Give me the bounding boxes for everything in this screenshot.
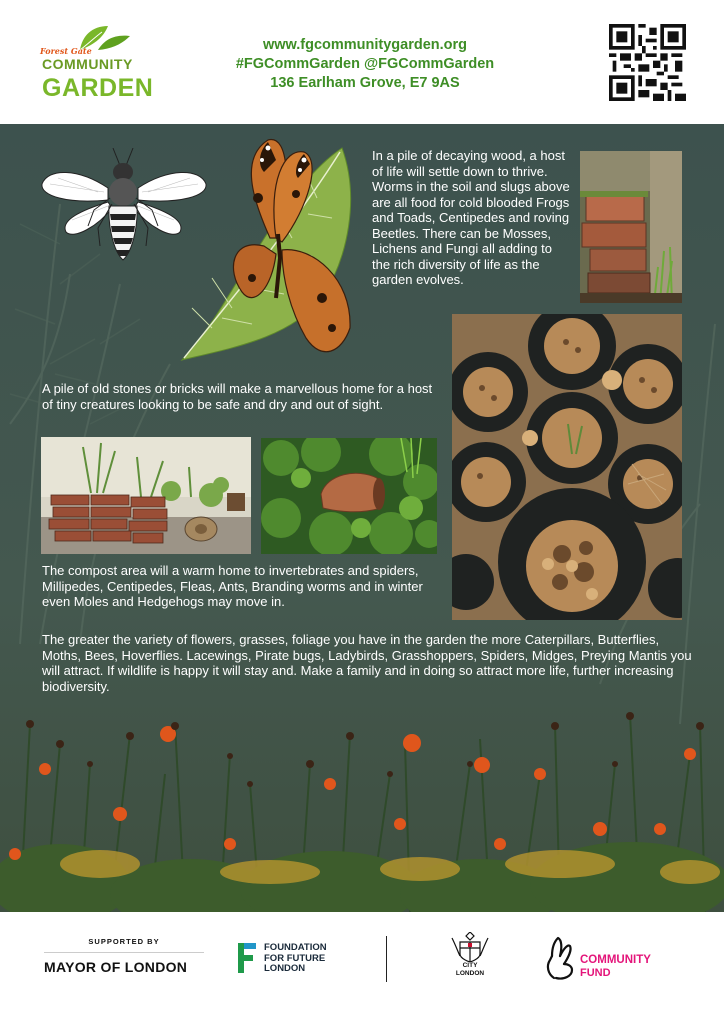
website-link[interactable]: www.fgcommunitygarden.org (262, 37, 468, 53)
logo-small-text: Forest Gate (40, 46, 92, 56)
community-fund-logo (540, 936, 690, 980)
fund-label: FUND (580, 967, 611, 979)
foundation-mark-icon (238, 943, 258, 973)
city-of-london-logo (446, 932, 494, 990)
footer-divider (386, 936, 387, 982)
fg-community-garden-logo (40, 22, 154, 104)
contact-block (190, 36, 540, 93)
city-crest-icon (446, 932, 494, 962)
foundation-line-3: LONDON (264, 963, 306, 974)
city-line-1: CITY (462, 962, 478, 969)
wood-pile-paragraph: In a pile of decaying wood, a host of life will settle down to thrive. Worms in the soil and slugs above are all food for cold blooded Frogs and Toads, Centipedes and roving Beetles. There can be Mosses, Lichens and Fungi all adding to the rich diversity of life as the garden evolves. (372, 148, 570, 287)
logo-line-1: COMMUNITY (42, 56, 133, 72)
brick-pile-photo (41, 437, 251, 554)
supported-by-label: SUPPORTED BY (44, 937, 204, 953)
biodiversity-paragraph: The greater the variety of flowers, grasses, foliage you have in the garden the more Caterpillars, Butterflies, Moths, Bees, Hoverflies. Lacewings, Pirate bugs, Ladybirds, Grasshoppers, Spiders, Midges, Preying Mantis you will attract. If wildlife is happy it will stay and. Make a family and in doing so attract more life, further increasing biodiversity. (42, 632, 692, 694)
foundation-line-2: FOR FUTURE (264, 952, 326, 964)
community-label: COMMUNITY (580, 954, 651, 966)
social-handles: #FGCommGarden @FGCommGarden (235, 56, 495, 72)
bug-hotel-photo (580, 151, 682, 303)
compost-paragraph: The compost area will a warm home to invertebrates and spiders, Millipedes, Centipedes, Fleas, Ants, Branding worms and in winter even Moles and Hedgehogs may move in. (42, 563, 423, 609)
city-line-2: LONDON (455, 969, 485, 977)
butterfly-on-leaf-illustration (172, 138, 368, 368)
logo-line-2: GARDEN (42, 74, 154, 102)
mayor-of-london-label: MAYOR OF LONDON (44, 959, 188, 975)
foundation-line-1: FOUNDATION (264, 942, 327, 953)
crossed-fingers-icon (542, 936, 578, 980)
header (0, 0, 724, 124)
address: 136 Earlham Grove, E7 9AS (270, 75, 460, 91)
tyre-bug-hotel-photo (452, 314, 682, 620)
stone-pile-paragraph: A pile of old stones or bricks will make a marvellous home for a host of tiny creatures looking to be safe and dry and out of sight. (42, 381, 433, 412)
mayor-of-london-logo (44, 937, 204, 975)
compost-area-photo (261, 438, 437, 554)
poster-main (0, 124, 724, 912)
qr-code-icon[interactable] (609, 24, 686, 101)
